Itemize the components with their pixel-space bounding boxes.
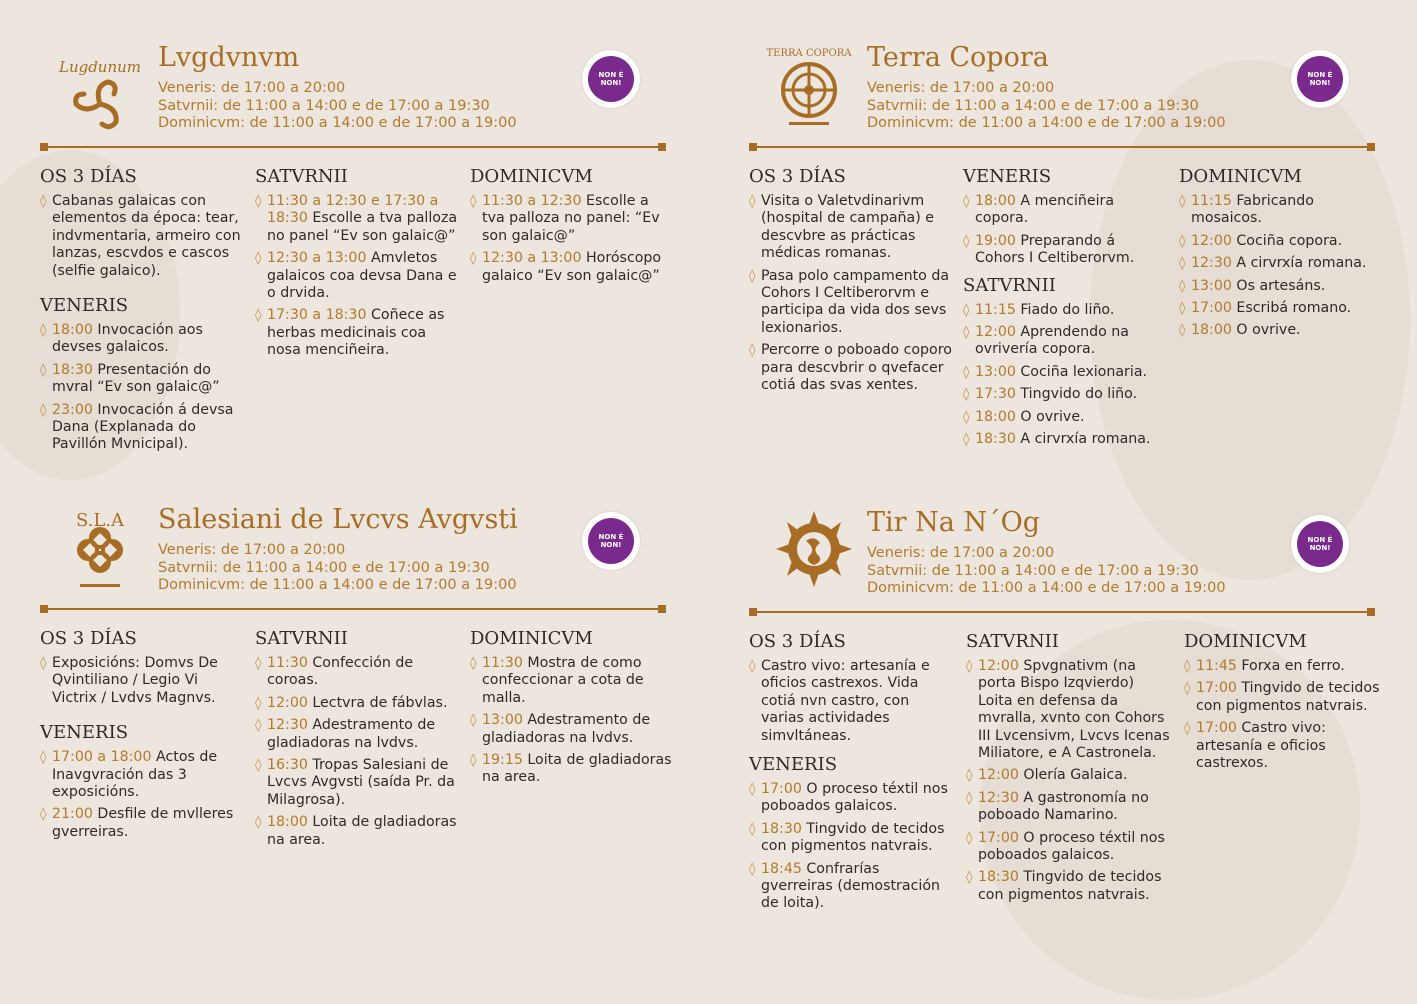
quadrant-header — [40, 42, 680, 134]
section-heading: OS 3 DÍAS — [749, 631, 846, 652]
quadrant-title: Tir Na N´Og — [867, 507, 1040, 538]
quadrant-title: Salesiani de Lvcvs Avgvsti — [158, 504, 518, 535]
schedule-item: ◊ 13:00 Os artesáns. — [1179, 278, 1384, 295]
hours-veneris: Veneris: de 17:00 a 20:00 — [158, 80, 346, 96]
hours-veneris: Veneris: de 17:00 a 20:00 — [867, 80, 1055, 96]
schedule-item: ◊ 12:00 Olería Galaica. — [966, 767, 1171, 784]
schedule-item: ◊ 12:00 Lectvra de fábvlas. — [255, 695, 460, 712]
schedule-item: ◊ 16:30 Tropas Salesiani de Lvcvs Avgvsti (saída Pr. da Milagrosa). — [255, 757, 460, 809]
schedule-item: ◊ 11:30 a 12:30 Escolle a tva palloza no panel: “Ev son galaic@” — [470, 193, 675, 245]
hours-dominicvm: Dominicvm: de 11:00 a 14:00 e de 17:00 a 19:00 — [158, 577, 517, 593]
column-2 — [966, 631, 1171, 909]
hours-satvrnii: Satvrnii: de 11:00 a 14:00 e de 17:00 a 19:30 — [867, 562, 1199, 579]
quadrant-salesiani — [40, 504, 680, 848]
schedule-item: ◊ 13:00 Cociña lexionaria. — [963, 364, 1168, 381]
schedule-item: ◊ 18:30 Tingvido de tecidos con pigmentos natvrais. — [749, 821, 954, 856]
section-heading: DOMINICVM — [1184, 631, 1307, 652]
divider — [749, 146, 1375, 148]
section-heading: OS 3 DÍAS — [40, 166, 137, 187]
hand-icon: NON É NON! — [588, 56, 634, 102]
section-heading: SATVRNII — [963, 274, 1056, 296]
column-2 — [963, 166, 1168, 453]
schedule-item: ◊ Exposicións: Domvs De Qvintiliano / Legio Vi Victrix / Lvdvs Magnvs. — [40, 655, 245, 707]
section-heading: OS 3 DÍAS — [40, 628, 137, 649]
section-heading: SATVRNII — [255, 628, 348, 649]
schedule-item: ◊ 18:00 Loita de gladiadoras na area. — [255, 814, 460, 849]
schedule-item: ◊ 17:00 Castro vivo: artesanía e oficios castrexos. — [1184, 720, 1389, 772]
schedule-item: ◊ 11:15 Fiado do liño. — [963, 302, 1168, 319]
schedule-item: ◊ 11:45 Forxa en ferro. — [1184, 658, 1389, 675]
schedule-item: ◊ 17:30 a 18:30 Coñece as herbas medicinais coa nosa menciñeira. — [255, 307, 460, 359]
divider — [40, 608, 666, 610]
hours-satvrnii: Satvrnii: de 11:00 a 14:00 e de 17:00 a 19:30 — [867, 97, 1199, 114]
section-heading: SATVRNII — [966, 631, 1059, 652]
schedule-item: ◊ 11:30 a 12:30 e 17:30 a 18:30 Escolle a tva palloza no panel “Ev son galaic@” — [255, 193, 460, 245]
schedule-item: ◊ 17:00 O proceso téxtil nos poboados galaicos. — [749, 781, 954, 816]
hours-veneris: Veneris: de 17:00 a 20:00 — [867, 545, 1055, 561]
hours-dominicvm: Dominicvm: de 11:00 a 14:00 e de 17:00 a 19:00 — [867, 580, 1226, 596]
schedule-item: ◊ 17:00 Tingvido de tecidos con pigmentos natvrais. — [1184, 680, 1389, 715]
opening-hours — [158, 80, 517, 133]
schedule-item: ◊ 17:00 Escribá romano. — [1179, 300, 1384, 317]
schedule-item: ◊ Percorre o poboado coporo para descvbrir o qvefacer cotiá das svas xentes. — [749, 342, 954, 394]
section-heading: VENERIS — [749, 754, 838, 776]
non-e-non-badge — [1291, 50, 1349, 108]
section-heading: DOMINICVM — [470, 628, 593, 649]
schedule-item: ◊ 18:30 Presentación do mvral “Ev son galaic@” — [40, 362, 245, 397]
quadrant-terra-copora — [749, 42, 1389, 448]
hand-icon: NON É NON! — [1297, 56, 1343, 102]
opening-hours — [867, 80, 1226, 133]
schedule-item: ◊ 12:30 A cirvrxía romana. — [1179, 255, 1384, 272]
schedule-item: ◊ Pasa polo campamento da Cohors I Celtiberorvm e participa da vida dos sevs lexionarios. — [749, 268, 954, 338]
schedule-item: ◊ 18:00 O ovrive. — [963, 409, 1168, 426]
schedule-item: ◊ Castro vivo: artesanía e oficios castrexos. Vida cotiá nvn castro, con varias actividades simvltáneas. — [749, 658, 954, 745]
hand-icon: NON É NON! — [588, 518, 634, 564]
section-heading: VENERIS — [963, 166, 1052, 187]
column-3 — [470, 166, 675, 290]
schedule-item: ◊ 17:00 O proceso téxtil nos poboados galaicos. — [966, 830, 1171, 865]
tir-na-nog-logo — [759, 507, 859, 599]
schedule-item: ◊ 23:00 Invocación á devsa Dana (Explanada do Pavillón Mvnicipal). — [40, 402, 245, 454]
section-heading: OS 3 DÍAS — [749, 166, 846, 187]
schedule-item: ◊ 12:30 A gastronomía no poboado Namarino. — [966, 790, 1171, 825]
divider — [40, 146, 666, 148]
column-3 — [1179, 166, 1384, 345]
logo-text: S.L.A — [75, 510, 125, 531]
column-3 — [1184, 631, 1389, 777]
divider — [749, 611, 1375, 613]
hours-dominicvm: Dominicvm: de 11:00 a 14:00 e de 17:00 a 19:00 — [158, 115, 517, 131]
quadrant-title: Terra Copora — [867, 42, 1049, 73]
hours-satvrnii: Satvrnii: de 11:00 a 14:00 e de 17:00 a 19:30 — [158, 97, 490, 114]
column-1 — [40, 628, 245, 846]
sla-logo — [50, 504, 150, 596]
schedule-item: ◊ 18:00 A menciñeira copora. — [963, 193, 1168, 228]
non-e-non-badge — [582, 512, 640, 570]
opening-hours — [158, 542, 517, 595]
quadrant-tir-na-nog — [749, 507, 1389, 912]
schedule-item: ◊ 17:30 Tingvido do liño. — [963, 386, 1168, 403]
schedule-item: ◊ 11:30 Mostra de como confeccionar a cota de malla. — [470, 655, 675, 707]
schedule-item: ◊ 18:30 A cirvrxía romana. — [963, 431, 1168, 448]
hours-satvrnii: Satvrnii: de 11:00 a 14:00 e de 17:00 a 19:30 — [158, 559, 490, 576]
schedule-item: ◊ 18:30 Tingvido de tecidos con pigmentos natvrais. — [966, 869, 1171, 904]
schedule-item: ◊ 19:00 Preparando á Cohors I Celtiberorvm. — [963, 233, 1168, 268]
column-1 — [749, 631, 954, 918]
hours-veneris: Veneris: de 17:00 a 20:00 — [158, 542, 346, 558]
schedule-item: ◊ 12:30 a 13:00 Amvletos galaicos coa devsa Dana e o drvida. — [255, 250, 460, 302]
quadrant-title: Lvgdvnvm — [158, 42, 300, 73]
non-e-non-badge — [1291, 515, 1349, 573]
hours-dominicvm: Dominicvm: de 11:00 a 14:00 e de 17:00 a 19:00 — [867, 115, 1226, 131]
schedule-item: ◊ 21:00 Desfile de mvlleres gverreiras. — [40, 806, 245, 841]
section-heading: DOMINICVM — [470, 166, 593, 187]
schedule-item: ◊ 12:30 Adestramento de gladiadoras na lvdvs. — [255, 717, 460, 752]
quadrant-header — [749, 507, 1389, 599]
hand-icon: NON É NON! — [1297, 521, 1343, 567]
quadrant-header — [749, 42, 1389, 134]
schedule-item: ◊ 12:00 Aprendendo na ovrivería copora. — [963, 324, 1168, 359]
schedule-item: ◊ Visita o Valetvdinarivm (hospital de campaña) e descvbre as prácticas médicas romanas. — [749, 193, 954, 263]
schedule-item: ◊ 11:30 Confección de coroas. — [255, 655, 460, 690]
quadrant-lugdunum — [40, 42, 680, 453]
schedule-item: ◊ 12:00 Cociña copora. — [1179, 233, 1384, 250]
column-2 — [255, 166, 460, 365]
non-e-non-badge — [582, 50, 640, 108]
schedule-item: ◊ 12:00 Spvgnativm (na porta Bispo Izqvierdo) Loita en defensa da mvralla, xvnto con Cohors III Lvcensivm, Lvcvs Icenas Miliatore, e A Castronela. — [966, 658, 1171, 762]
quadrant-header — [40, 504, 680, 596]
section-heading: DOMINICVM — [1179, 166, 1302, 187]
schedule-item: ◊ 18:00 Invocación aos devses galaicos. — [40, 322, 245, 357]
opening-hours — [867, 545, 1226, 598]
section-heading: VENERIS — [40, 295, 129, 317]
schedule-item: ◊ 12:30 a 13:00 Horóscopo galaico “Ev son galaic@” — [470, 250, 675, 285]
column-3 — [470, 628, 675, 792]
logo-text: TERRA COPORA — [766, 48, 852, 59]
schedule-item: ◊ 19:15 Loita de gladiadoras na area. — [470, 752, 675, 787]
section-heading: VENERIS — [40, 722, 129, 744]
schedule-item: ◊ 18:45 Confrarías gverreiras (demostración de loita). — [749, 861, 954, 913]
schedule-item: ◊ 18:00 O ovrive. — [1179, 322, 1384, 339]
terra-copora-logo — [759, 42, 859, 134]
schedule-item: ◊ 17:00 a 18:00 Actos de Inavgvración das 3 exposicións. — [40, 749, 245, 801]
schedule-item: ◊ 13:00 Adestramento de gladiadoras na lvdvs. — [470, 712, 675, 747]
schedule-item: ◊ Cabanas galaicas con elementos da época: tear, indvmentaria, armeiro con lanzas, escvdos e cascos (selfie galaico). — [40, 193, 245, 280]
column-2 — [255, 628, 460, 854]
column-1 — [749, 166, 954, 399]
schedule-item: ◊ 11:15 Fabricando mosaicos. — [1179, 193, 1384, 228]
logo-text: Lugdunum — [58, 58, 142, 76]
section-heading: SATVRNII — [255, 166, 348, 187]
lugdunum-logo — [50, 42, 150, 134]
column-1 — [40, 166, 245, 459]
